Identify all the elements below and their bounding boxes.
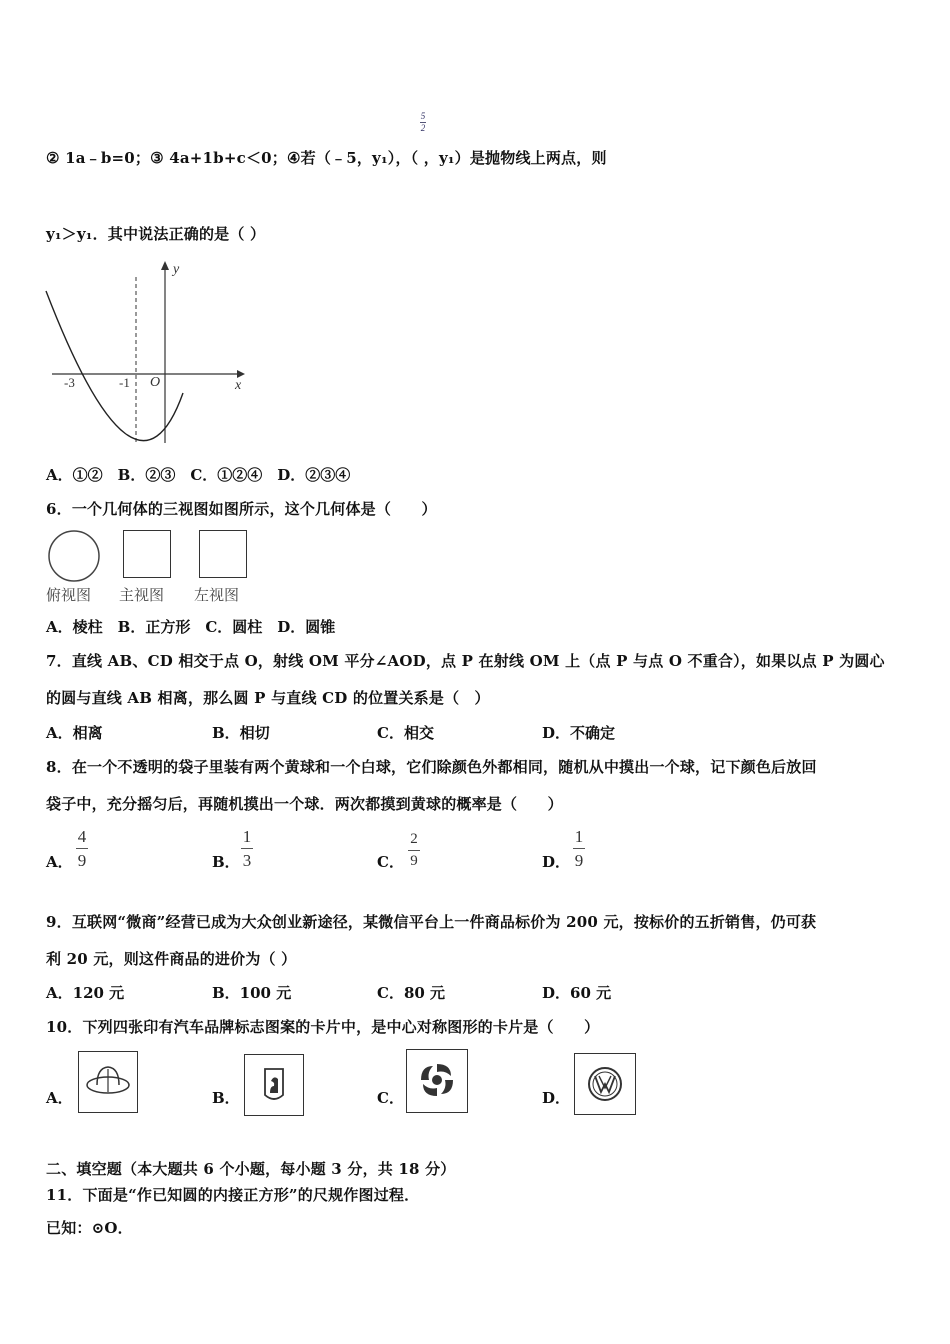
section2-heading: 二、填空题（本大题共 6 个小题，每小题 3 分，共 18 分） bbox=[46, 1160, 456, 1178]
q6-label-side-view: 左视图 bbox=[194, 586, 240, 604]
q10-stem: 10．下列四张印有汽车品牌标志图案的卡片中，是中心对称图形的卡片是（ ） bbox=[46, 1018, 600, 1036]
q5-line2: y₁＞y₁．其中说法正确的是（ ） bbox=[46, 225, 266, 243]
tick-label-neg3: -3 bbox=[64, 375, 75, 390]
q9-option-d: D．60 元 bbox=[542, 984, 612, 1002]
q10-option-a-label: A． bbox=[46, 1089, 73, 1107]
q10-card-d bbox=[574, 1053, 636, 1115]
q7-option-a: A．相离 bbox=[46, 724, 103, 742]
q5-parabola-graph bbox=[40, 255, 255, 450]
q7-option-d: D．不确定 bbox=[542, 724, 616, 742]
hat-logo-icon bbox=[79, 1052, 137, 1112]
x-axis-label: x bbox=[235, 378, 242, 393]
q8-option-d-fraction bbox=[573, 828, 585, 869]
q10-card-c bbox=[406, 1049, 468, 1113]
q10-option-c-label: C． bbox=[377, 1089, 404, 1107]
q7-option-b: B．相切 bbox=[212, 724, 270, 742]
q9-option-b: B．100 元 bbox=[212, 984, 292, 1002]
q9-option-a: A．120 元 bbox=[46, 984, 125, 1002]
swirl-logo-icon bbox=[407, 1050, 467, 1112]
q8-c-num: 2 bbox=[410, 831, 418, 847]
q10-option-d-label: D． bbox=[542, 1089, 571, 1107]
q8-a-den: 9 bbox=[77, 851, 87, 870]
shield-logo-icon bbox=[245, 1055, 303, 1115]
q8-option-a-label: A． bbox=[46, 853, 73, 871]
q5-options: A．①② B．②③ C．①②④ D．②③④ bbox=[46, 466, 351, 484]
q6-options: A．棱柱 B．正方形 C．圆柱 D．圆锥 bbox=[46, 618, 336, 636]
q8-option-c-fraction bbox=[408, 832, 420, 869]
q11-known: 已知：⊙O． bbox=[46, 1219, 133, 1237]
q8-line1: 8．在一个不透明的袋子里装有两个黄球和一个白球，它们除颜色外都相同，随机从中摸出一个球，记下颜色后放回 bbox=[46, 758, 817, 776]
q7-option-c: C．相交 bbox=[377, 724, 434, 742]
q8-option-d-label: D． bbox=[542, 853, 571, 871]
q7-line2: 的圆与直线 AB 相离，那么圆 P 与直线 CD 的位置关系是（ ） bbox=[46, 689, 490, 707]
q8-d-den: 9 bbox=[574, 851, 584, 870]
tick-label-neg1: -1 bbox=[119, 375, 130, 390]
q5-frac-denominator: 2 bbox=[420, 123, 426, 133]
q9-line1: 9．互联网“微商”经营已成为大众创业新途径，某微信平台上一件商品标价为 200 元，按标价的五折销售，仍可获 bbox=[46, 913, 817, 931]
q6-top-view-circle bbox=[46, 528, 102, 584]
q8-option-b-label: B． bbox=[212, 853, 240, 871]
q5-line1: ② 1a﹣b=0；③ 4a+1b+c＜0；④若（﹣5，y₁），（ ，y₁）是抛物线上两点，则 bbox=[46, 149, 607, 167]
q8-option-a-fraction bbox=[76, 828, 88, 869]
q8-b-num: 1 bbox=[242, 827, 252, 846]
x-axis-arrow bbox=[237, 370, 245, 378]
q10-card-a bbox=[78, 1051, 138, 1113]
q6-side-view-square bbox=[199, 530, 247, 578]
q8-c-den: 9 bbox=[410, 853, 418, 869]
q5-frac-numerator: 5 bbox=[420, 111, 426, 121]
q8-b-den: 3 bbox=[242, 851, 252, 870]
q8-option-c-label: C． bbox=[377, 853, 404, 871]
q6-label-front-view: 主视图 bbox=[119, 586, 165, 604]
q10-option-b-label: B． bbox=[212, 1089, 240, 1107]
y-axis-label: y bbox=[173, 262, 180, 277]
q8-option-b-fraction bbox=[241, 828, 253, 869]
q8-line2: 袋子中，充分摇匀后，再随机摸出一个球．两次都摸到黄球的概率是（ ） bbox=[46, 795, 563, 813]
vw-logo-icon bbox=[575, 1054, 635, 1114]
origin-label: O bbox=[150, 375, 161, 390]
q6-label-top-view: 俯视图 bbox=[46, 586, 92, 604]
q9-option-c: C．80 元 bbox=[377, 984, 446, 1002]
q11-stem: 11．下面是“作已知圆的内接正方形”的尺规作图过程． bbox=[46, 1186, 420, 1204]
q8-d-num: 1 bbox=[574, 827, 584, 846]
q5-floating-fraction bbox=[420, 112, 426, 133]
q10-card-b bbox=[244, 1054, 304, 1116]
q6-front-view-square bbox=[123, 530, 171, 578]
q6-stem: 6．一个几何体的三视图如图所示，这个几何体是（ ） bbox=[46, 500, 437, 518]
q8-a-num: 4 bbox=[77, 827, 87, 846]
parabola-curve bbox=[46, 291, 183, 441]
q7-line1: 7．直线 AB、CD 相交于点 O，射线 OM 平分∠AOD，点 P 在射线 OM 上（点 P 与点 O 不重合），如果以点 P 为圆心 bbox=[46, 652, 885, 670]
q9-line2: 利 20 元，则这件商品的进价为（ ） bbox=[46, 950, 297, 968]
y-axis-arrow bbox=[161, 261, 169, 270]
